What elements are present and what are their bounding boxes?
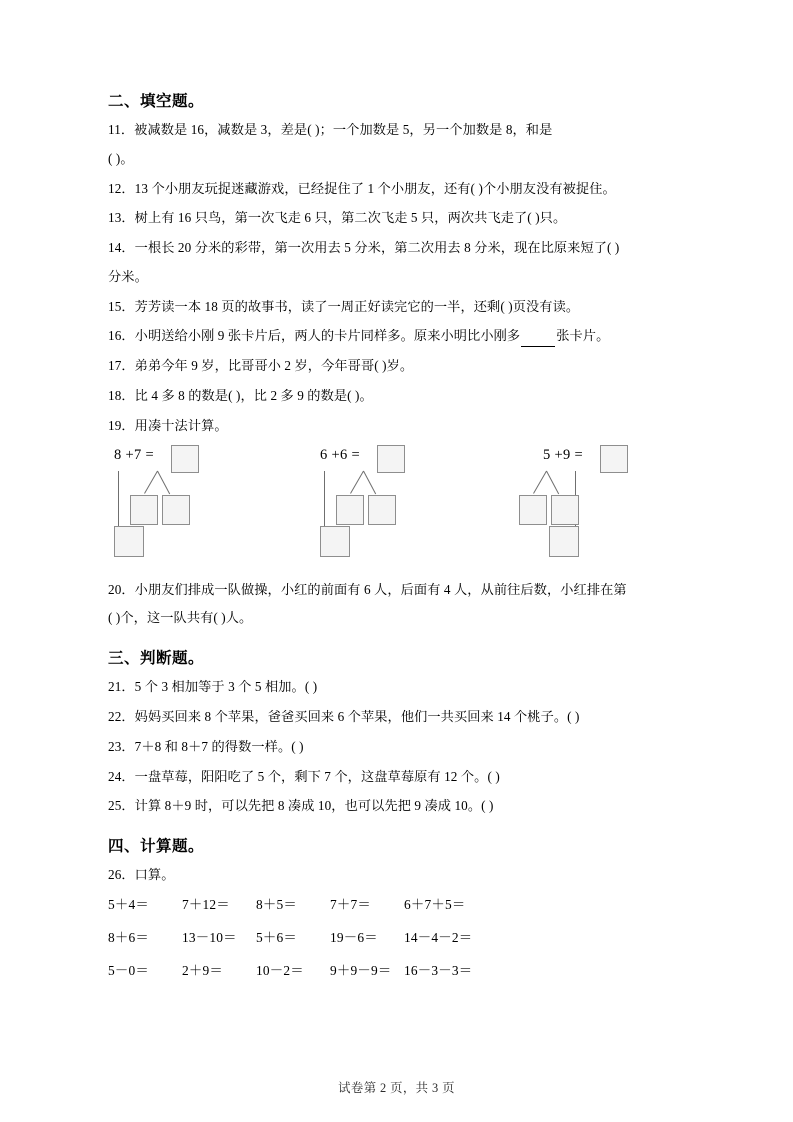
question-11-line-2: ( )。 [108,150,134,166]
page-content [108,90,688,993]
make-ten-diagram-row [108,445,688,577]
calc-item: 19－6＝ [330,929,378,945]
section-heading-true-false: 三、判断题。 [108,649,205,667]
diagram-3-result-box[interactable] [549,526,579,557]
diagram-1-part-box-b[interactable] [162,495,190,525]
calc-row [108,927,688,946]
question-23: 23．7＋8 和 8＋7 的得数一样。( ) [108,738,304,754]
make-ten-diagram-2 [320,445,480,577]
question-11-line-1: 11．被减数是 16，减数是 3，差是( )；一个加数是 5，另一个加数是 8，和是 [108,122,553,138]
diagram-2-split-left-arm [350,471,364,494]
calc-item: 10－2＝ [256,962,304,978]
diagram-1-sum-box[interactable] [171,445,199,473]
section-heading-computation: 四、计算题。 [108,837,205,855]
make-ten-diagram-1 [114,445,274,577]
diagram-1-result-box[interactable] [114,526,144,557]
calc-row [108,960,688,979]
question-13: 13．树上有 16 只鸟，第一次飞走 6 只，第二次飞走 5 只，两次共飞走了( )只。 [108,210,567,226]
question-15: 15．芳芳读一本 18 页的故事书，读了一周正好读完它的一半，还剩( )页没有读。 [108,298,580,314]
question-19: 19．用凑十法计算。 [108,418,228,433]
diagram-3-sum-box[interactable] [600,445,628,473]
diagram-3-split-left-arm [533,471,547,494]
diagram-2-sum-box[interactable] [377,445,405,473]
diagram-2-part-box-a[interactable] [336,495,364,525]
question-20-line-1: 20．小朋友们排成一队做操，小红的前面有 6 人，后面有 4 人，从前往后数，小红排在第 [108,581,627,597]
diagram-1-split-left-arm [144,471,158,494]
section-heading-fill-in-blank: 二、填空题。 [108,93,205,110]
make-ten-diagram-3 [513,445,673,577]
diagram-1-part-box-a[interactable] [130,495,158,525]
calc-item: 14－4－2＝ [404,929,473,945]
calc-item: 6＋7＋5＝ [404,896,466,912]
question-21: 21．5 个 3 相加等于 3 个 5 相加。( ) [108,678,318,694]
diagram-2-equation: 6 +6 = [320,446,360,463]
question-16-text-before: 16．小明送给小刚 9 张卡片后，两人的卡片同样多。原来小明比小刚多 [108,328,521,344]
calc-item: 5－0＝ [108,962,149,978]
diagram-2-split-right-arm [363,471,376,494]
calc-item: 13－10＝ [182,929,237,945]
diagram-3-part-box-b[interactable] [551,495,579,525]
calc-item: 8＋6＝ [108,929,149,945]
diagram-2-part-box-b[interactable] [368,495,396,525]
diagram-3-equation: 5 +9 = [543,446,583,463]
diagram-3-part-box-a[interactable] [519,495,547,525]
question-24: 24．一盘草莓，阳阳吃了 5 个，剩下 7 个，这盘草莓原有 12 个。( ) [108,768,500,784]
page-footer: 试卷第 2 页，共 3 页 [338,1081,455,1095]
calc-item: 5＋4＝ [108,896,149,912]
diagram-1-split-right-arm [157,471,170,494]
question-16 [108,325,688,346]
calc-row [108,894,688,913]
diagram-3-split-right-arm [546,471,559,494]
calc-item: 9＋9－9＝ [330,962,392,978]
diagram-2-result-box[interactable] [320,526,350,557]
diagram-1-equation: 8 +7 = [114,446,154,463]
question-20-line-2: ( )个，这一队共有( )人。 [108,610,253,626]
question-17: 17．弟弟今年 9 岁，比哥哥小 2 岁，今年哥哥( )岁。 [108,358,414,374]
calc-item: 7＋7＝ [330,896,371,912]
calc-item: 16－3－3＝ [404,962,473,978]
calc-item: 8＋5＝ [256,896,297,912]
oral-calculation-grid [108,894,688,979]
question-14-line-2: 分米。 [108,268,148,284]
question-12: 12．13 个小朋友玩捉迷藏游戏，已经捉住了 1 个小朋友，还有( )个小朋友没有被捉住。 [108,180,616,196]
question-25: 25．计算 8＋9 时，可以先把 8 凑成 10，也可以先把 9 凑成 10。( ) [108,798,494,814]
question-26-label: 26．口算。 [108,867,175,882]
question-16-answer-blank[interactable] [521,334,555,347]
question-18: 18．比 4 多 8 的数是( )，比 2 多 9 的数是( )。 [108,388,373,404]
question-22: 22．妈妈买回来 8 个苹果，爸爸买回来 6 个苹果，他们一共买回来 14 个桃子。( ) [108,708,580,724]
calc-item: 7＋12＝ [182,896,230,912]
question-14-line-1: 14．一根长 20 分米的彩带，第一次用去 5 分米，第二次用去 8 分米，现在比原来短了( ) [108,240,620,256]
calc-item: 2＋9＝ [182,962,223,978]
calc-item: 5＋6＝ [256,929,297,945]
question-16-text-after: 张卡片。 [556,328,610,344]
